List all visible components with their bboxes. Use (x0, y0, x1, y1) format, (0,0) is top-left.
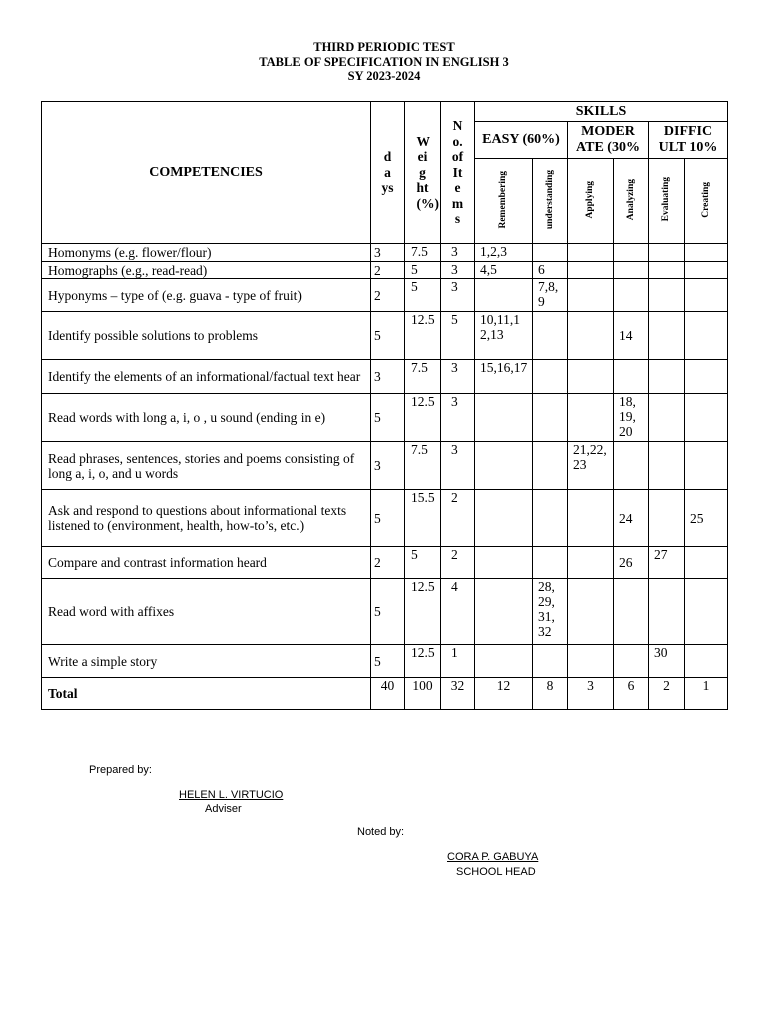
skill-cell (649, 244, 685, 262)
skill-cell: 4,5 (475, 262, 533, 279)
days-cell: 5 (371, 312, 405, 360)
skill-cell: 7,8,9 (533, 279, 568, 312)
weight-cell: 12.5 (405, 579, 441, 645)
competency-cell: Identify possible solutions to problems (42, 312, 371, 360)
skill-cell: 18, 19, 20 (614, 394, 649, 442)
skill-cell (475, 547, 533, 579)
skill-cell: 10,11,12,13 (475, 312, 533, 360)
skill-cell (475, 490, 533, 547)
weight-cell: 12.5 (405, 394, 441, 442)
remembering-header: Remembering (475, 159, 533, 244)
items-header: No.ofItems (441, 102, 475, 244)
table-row (42, 262, 728, 279)
items-cell: 3 (441, 442, 475, 490)
skill-cell (685, 645, 728, 678)
competency-cell: Read words with long a, i, o , u sound (ending in e) (42, 394, 371, 442)
table-row (42, 490, 728, 547)
skill-cell (614, 645, 649, 678)
skill-cell (614, 262, 649, 279)
weight-cell: 7.5 (405, 244, 441, 262)
total-skill: 8 (533, 678, 568, 710)
skill-cell (685, 442, 728, 490)
skill-cell: 25 (685, 490, 728, 547)
days-cell: 5 (371, 394, 405, 442)
skill-cell: 6 (533, 262, 568, 279)
weight-header: Weight(%) (405, 102, 441, 244)
items-cell: 2 (441, 490, 475, 547)
skill-cell (533, 244, 568, 262)
skill-cell: 24 (614, 490, 649, 547)
total-row (42, 678, 728, 710)
table-row (42, 312, 728, 360)
table-row (42, 442, 728, 490)
competency-cell: Ask and respond to questions about informational texts listened to (environment, health, how-to’s, etc.) (42, 490, 371, 547)
days-cell: 2 (371, 547, 405, 579)
skill-cell (568, 262, 614, 279)
skill-cell (568, 312, 614, 360)
skill-cell (685, 312, 728, 360)
skill-cell (614, 579, 649, 645)
days-cell: 3 (371, 442, 405, 490)
total-skill: 1 (685, 678, 728, 710)
skill-cell: 26 (614, 547, 649, 579)
total-label: Total (42, 678, 371, 710)
title-line-3: SY 2023-2024 (347, 69, 421, 83)
table-row (42, 579, 728, 645)
skill-cell (475, 442, 533, 490)
items-cell: 3 (441, 279, 475, 312)
skill-cell (649, 312, 685, 360)
table-row (42, 244, 728, 262)
days-cell: 2 (371, 279, 405, 312)
skill-cell (475, 279, 533, 312)
total-days: 40 (371, 678, 405, 710)
table-row (42, 394, 728, 442)
items-cell: 2 (441, 547, 475, 579)
skill-cell (649, 394, 685, 442)
skill-cell (568, 279, 614, 312)
skill-cell (685, 360, 728, 394)
skill-cell (685, 279, 728, 312)
evaluating-header: Evaluating (649, 159, 685, 244)
skill-cell (614, 279, 649, 312)
skill-cell (685, 579, 728, 645)
skill-cell (649, 360, 685, 394)
skill-cell (685, 394, 728, 442)
understanding-header: understanding (533, 159, 568, 244)
analyzing-header: Analyzing (614, 159, 649, 244)
skill-cell (568, 645, 614, 678)
creating-header: Creating (685, 159, 728, 244)
items-cell: 4 (441, 579, 475, 645)
skill-cell (649, 442, 685, 490)
competency-cell: Homonyms (e.g. flower/flour) (42, 244, 371, 262)
skill-cell (568, 360, 614, 394)
competency-cell: Identify the elements of an informational/factual text hear (42, 360, 371, 394)
total-skill: 2 (649, 678, 685, 710)
skill-cell: 28, 29, 31, 32 (533, 579, 568, 645)
days-cell: 5 (371, 579, 405, 645)
skill-cell (533, 547, 568, 579)
weight-cell: 5 (405, 279, 441, 312)
skill-cell: 14 (614, 312, 649, 360)
table-row (42, 547, 728, 579)
skill-cell (649, 262, 685, 279)
items-cell: 3 (441, 262, 475, 279)
skill-cell (649, 490, 685, 547)
competency-cell: Read phrases, sentences, stories and poems consisting of long a, i, o, and u words (42, 442, 371, 490)
prepared-by-name: HELEN L. VIRTUCIO (179, 789, 284, 801)
days-cell: 5 (371, 490, 405, 547)
skill-cell (533, 490, 568, 547)
document-title (0, 40, 768, 84)
header-row-1 (42, 102, 728, 122)
table-row (42, 360, 728, 394)
total-weight: 100 (405, 678, 441, 710)
competency-cell: Read word with affixes (42, 579, 371, 645)
skill-cell (649, 579, 685, 645)
skill-cell (475, 645, 533, 678)
total-skill: 3 (568, 678, 614, 710)
skill-cell (533, 394, 568, 442)
weight-cell: 7.5 (405, 442, 441, 490)
competency-cell: Compare and contrast information heard (42, 547, 371, 579)
skill-cell (614, 360, 649, 394)
skill-cell (568, 394, 614, 442)
skill-cell (614, 244, 649, 262)
skill-cell (685, 262, 728, 279)
skill-cell (475, 394, 533, 442)
skill-cell (568, 490, 614, 547)
skill-cell: 21,22,23 (568, 442, 614, 490)
skill-cell: 15,16,17 (475, 360, 533, 394)
total-items: 32 (441, 678, 475, 710)
items-cell: 3 (441, 244, 475, 262)
competency-cell: Hyponyms – type of (e.g. guava - type of fruit) (42, 279, 371, 312)
table-row (42, 645, 728, 678)
skill-cell (568, 244, 614, 262)
skill-cell (568, 547, 614, 579)
title-line-1: THIRD PERIODIC TEST (313, 40, 455, 54)
skill-cell (533, 645, 568, 678)
skill-cell (568, 579, 614, 645)
skill-cell (685, 244, 728, 262)
skill-cell: 1,2,3 (475, 244, 533, 262)
skill-cell (614, 442, 649, 490)
weight-cell: 12.5 (405, 312, 441, 360)
items-cell: 3 (441, 394, 475, 442)
competency-cell: Write a simple story (42, 645, 371, 678)
skill-cell: 27 (649, 547, 685, 579)
skill-cell (533, 442, 568, 490)
days-cell: 5 (371, 645, 405, 678)
noted-by-label: Noted by: (357, 826, 405, 838)
total-skill: 12 (475, 678, 533, 710)
days-cell: 3 (371, 244, 405, 262)
days-header: days (371, 102, 405, 244)
items-cell: 1 (441, 645, 475, 678)
weight-cell: 15.5 (405, 490, 441, 547)
total-skill: 6 (614, 678, 649, 710)
specification-table (41, 101, 728, 710)
competency-cell: Homographs (e.g., read-read) (42, 262, 371, 279)
skill-cell (685, 547, 728, 579)
applying-header: Applying (568, 159, 614, 244)
easy-header: EASY (60%) (475, 122, 568, 159)
skill-cell (475, 579, 533, 645)
weight-cell: 7.5 (405, 360, 441, 394)
weight-cell: 5 (405, 262, 441, 279)
skill-cell (649, 279, 685, 312)
moderate-header: MODER ATE (30% (568, 122, 649, 159)
days-cell: 2 (371, 262, 405, 279)
days-cell: 3 (371, 360, 405, 394)
prepared-by-label: Prepared by: (89, 764, 152, 776)
skill-cell (533, 312, 568, 360)
skill-cell: 30 (649, 645, 685, 678)
skill-cell (533, 360, 568, 394)
skills-header: SKILLS (475, 102, 728, 122)
title-line-2: TABLE OF SPECIFICATION IN ENGLISH 3 (259, 54, 509, 69)
noted-by-role: SCHOOL HEAD (456, 866, 536, 878)
table-row (42, 279, 728, 312)
competencies-header: COMPETENCIES (42, 102, 371, 244)
weight-cell: 12.5 (405, 645, 441, 678)
weight-cell: 5 (405, 547, 441, 579)
prepared-by-role: Adviser (205, 803, 242, 815)
items-cell: 3 (441, 360, 475, 394)
items-cell: 5 (441, 312, 475, 360)
noted-by-name: CORA P. GABUYA (447, 851, 539, 863)
difficult-header: DIFFIC ULT 10% (649, 122, 728, 159)
